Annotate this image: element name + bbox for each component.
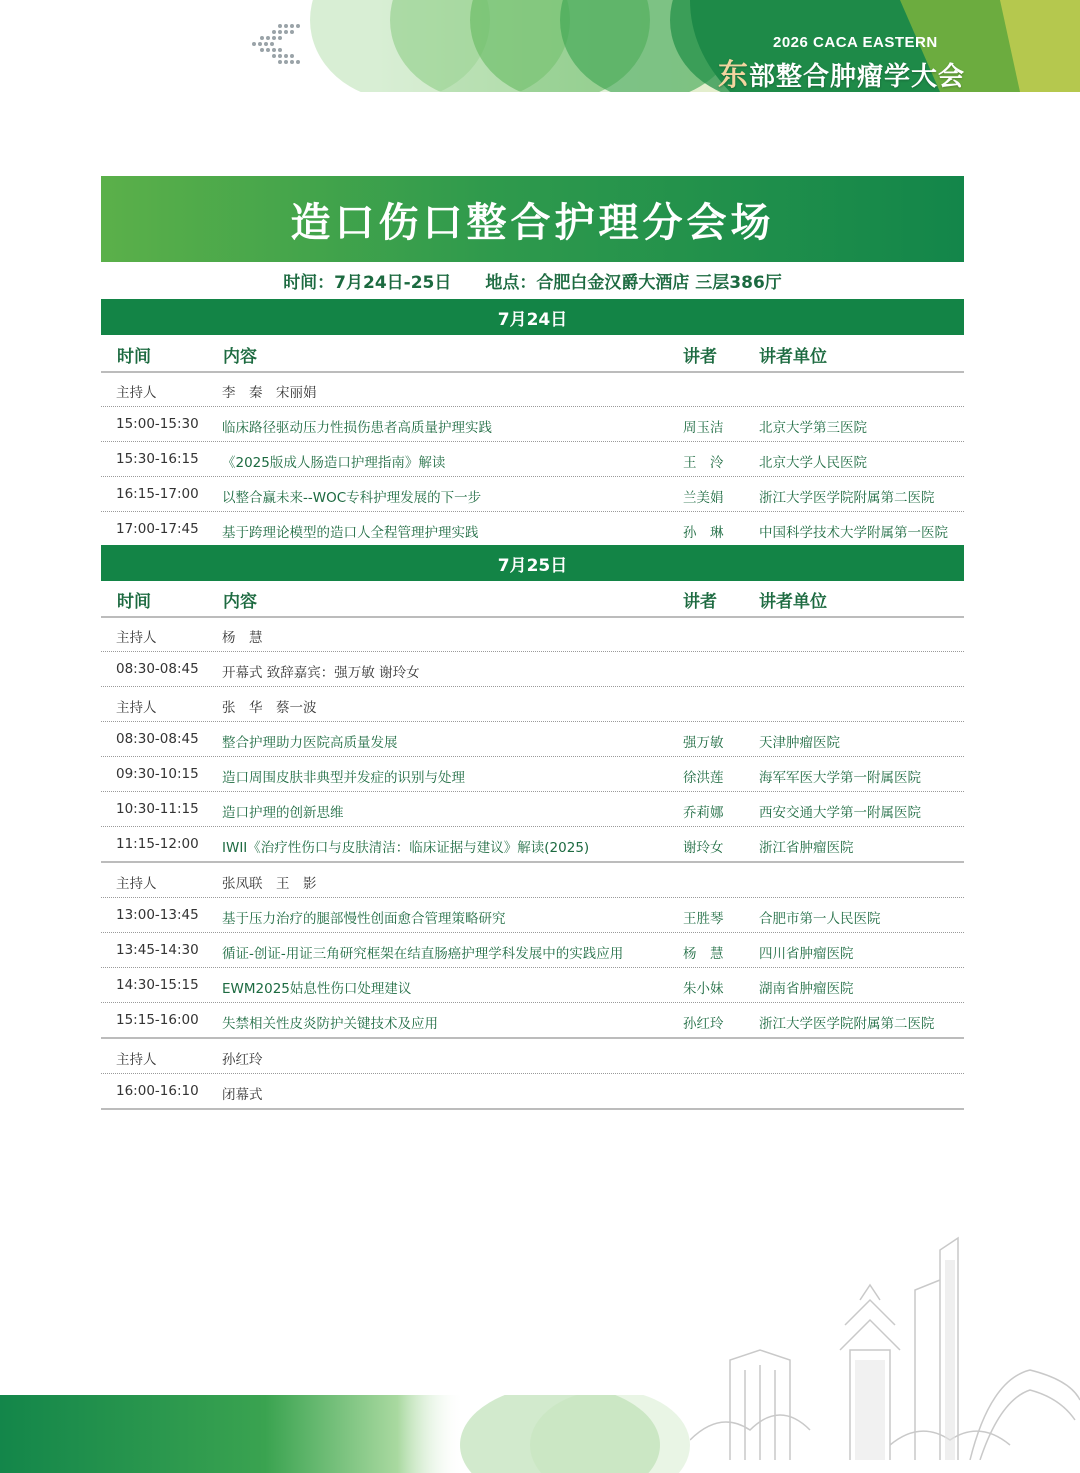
meta-time: 时间：7月24日-25日: [283, 273, 452, 293]
cell-content: 造口护理的创新思维: [222, 805, 344, 821]
table-row: [101, 687, 964, 722]
cell-time: 09:30-10:15: [116, 766, 199, 782]
cell-unit: 北京大学第三医院: [759, 420, 867, 436]
cell-unit: 浙江大学医学院附属第二医院: [759, 1016, 935, 1032]
cell-content: 闭幕式: [222, 1087, 263, 1103]
title-bar: [101, 176, 964, 262]
table-row: [101, 863, 964, 898]
cell-speaker: 王 泠: [683, 455, 724, 471]
table-row: [101, 1003, 964, 1039]
cell-speaker: 兰美娟: [683, 490, 724, 506]
cell-time: 主持人: [116, 700, 157, 716]
cell-content: 杨 慧: [222, 630, 263, 646]
meta-location: 地点：合肥白金汉爵大酒店 三层386厅: [485, 273, 782, 293]
schedule-day-2: [101, 617, 964, 1110]
cell-time: 主持人: [116, 630, 157, 646]
header-banner: [0, 0, 1080, 92]
cell-speaker: 强万敏: [683, 735, 724, 751]
cell-unit: 西安交通大学第一附属医院: [759, 805, 921, 821]
cell-unit: 中国科学技术大学附属第一医院: [759, 525, 948, 541]
cell-unit: 海军军医大学第一附属医院: [759, 770, 921, 786]
brand-first-char: 东: [718, 58, 749, 92]
table-row: [101, 1039, 964, 1074]
cell-content: 《2025版成人肠造口护理指南》解读: [222, 455, 446, 471]
table-row: [101, 898, 964, 933]
brand-english: 2026 CACA EASTERN: [773, 34, 938, 51]
page-title: 造口伤口整合护理分会场: [290, 199, 775, 246]
cell-speaker: 乔莉娜: [683, 805, 724, 821]
day-bar-2: [101, 545, 964, 581]
col-time: 时间: [117, 347, 151, 367]
table-row: [101, 792, 964, 827]
column-header: [101, 335, 964, 373]
cell-content: 基于跨理论模型的造口人全程管理护理实践: [222, 525, 479, 541]
cell-unit: 四川省肿瘤医院: [759, 946, 854, 962]
cell-time: 主持人: [116, 1052, 157, 1068]
col-speaker: 讲者: [683, 347, 717, 367]
brand-chinese: [718, 50, 965, 92]
cell-time: 主持人: [116, 876, 157, 892]
cell-content: 以整合赢未来--WOC专科护理发展的下一步: [222, 490, 482, 506]
table-row: [101, 757, 964, 792]
day-label: 7月25日: [497, 555, 568, 576]
cell-time: 08:30-08:45: [116, 731, 199, 747]
cell-time: 17:00-17:45: [116, 521, 199, 537]
cell-speaker: 杨 慧: [683, 946, 724, 962]
table-row: [101, 372, 964, 407]
footer-wave-graphic: [0, 1395, 1080, 1473]
brand-rest: 部整合肿瘤学大会: [749, 62, 966, 92]
cell-time: 15:00-15:30: [116, 416, 199, 432]
col-speaker: 讲者: [683, 592, 717, 612]
cell-time: 11:15-12:00: [116, 836, 199, 852]
table-row: [101, 652, 964, 687]
table-row: [101, 933, 964, 968]
cell-time: 15:30-16:15: [116, 451, 199, 467]
cell-speaker: 朱小妹: [683, 981, 724, 997]
cell-content: 造口周围皮肤非典型并发症的识别与处理: [222, 770, 465, 786]
cell-time: 13:45-14:30: [116, 942, 199, 958]
table-row: [101, 442, 964, 477]
meta-line: [101, 268, 964, 293]
cell-time: 16:15-17:00: [116, 486, 199, 502]
cell-unit: 湖南省肿瘤医院: [759, 981, 854, 997]
cell-unit: 合肥市第一人民医院: [759, 911, 881, 927]
cell-unit: 浙江省肿瘤医院: [759, 840, 854, 856]
col-content: 内容: [223, 347, 257, 367]
cell-unit: 天津肿瘤医院: [759, 735, 840, 751]
cell-unit: 浙江大学医学院附属第二医院: [759, 490, 935, 506]
cell-content: 失禁相关性皮炎防护关键技术及应用: [222, 1016, 438, 1032]
cell-content: 孙红玲: [222, 1052, 263, 1068]
cell-content: EWM2025姑息性伤口处理建议: [222, 981, 412, 997]
dot-logo-icon: [250, 22, 302, 68]
cell-content: 整合护理助力医院高质量发展: [222, 735, 398, 751]
cell-time: 08:30-08:45: [116, 661, 199, 677]
col-unit: 讲者单位: [759, 347, 827, 367]
table-row: [101, 1074, 964, 1110]
table-row: [101, 407, 964, 442]
cell-content: 基于压力治疗的腿部慢性创面愈合管理策略研究: [222, 911, 506, 927]
cell-unit: 北京大学人民医院: [759, 455, 867, 471]
cell-speaker: 徐洪莲: [683, 770, 724, 786]
cell-time: 16:00-16:10: [116, 1083, 199, 1099]
cell-speaker: 孙红玲: [683, 1016, 724, 1032]
day-bar-1: [101, 299, 964, 335]
table-row: [101, 968, 964, 1003]
column-header: [101, 580, 964, 618]
col-content: 内容: [223, 592, 257, 612]
table-row: [101, 827, 964, 863]
table-row: [101, 617, 964, 652]
cell-speaker: 周玉洁: [683, 420, 724, 436]
cell-content: IWII《治疗性伤口与皮肤清洁：临床证据与建议》解读(2025): [222, 840, 590, 856]
schedule-day-1: [101, 372, 964, 546]
col-unit: 讲者单位: [759, 592, 827, 612]
cell-content: 循证-创证-用证三角研究框架在结直肠癌护理学科发展中的实践应用: [222, 946, 624, 962]
cell-content: 李 秦 宋丽娟: [222, 385, 317, 401]
table-row: [101, 512, 964, 546]
cell-time: 15:15-16:00: [116, 1012, 199, 1028]
cell-content: 临床路径驱动压力性损伤患者高质量护理实践: [222, 420, 492, 436]
cell-speaker: 谢玲女: [683, 840, 724, 856]
cell-speaker: 孙 琳: [683, 525, 724, 541]
cell-speaker: 王胜琴: [683, 911, 724, 927]
cell-time: 主持人: [116, 385, 157, 401]
cell-content: 张凤联 王 影: [222, 876, 317, 892]
table-row: [101, 722, 964, 757]
table-row: [101, 477, 964, 512]
cell-content: 开幕式 致辞嘉宾：强万敏 谢玲女: [222, 665, 420, 681]
cell-time: 13:00-13:45: [116, 907, 199, 923]
col-time: 时间: [117, 592, 151, 612]
cell-content: 张 华 蔡一波: [222, 700, 317, 716]
cell-time: 10:30-11:15: [116, 801, 199, 817]
day-label: 7月24日: [497, 309, 568, 330]
cell-time: 14:30-15:15: [116, 977, 199, 993]
